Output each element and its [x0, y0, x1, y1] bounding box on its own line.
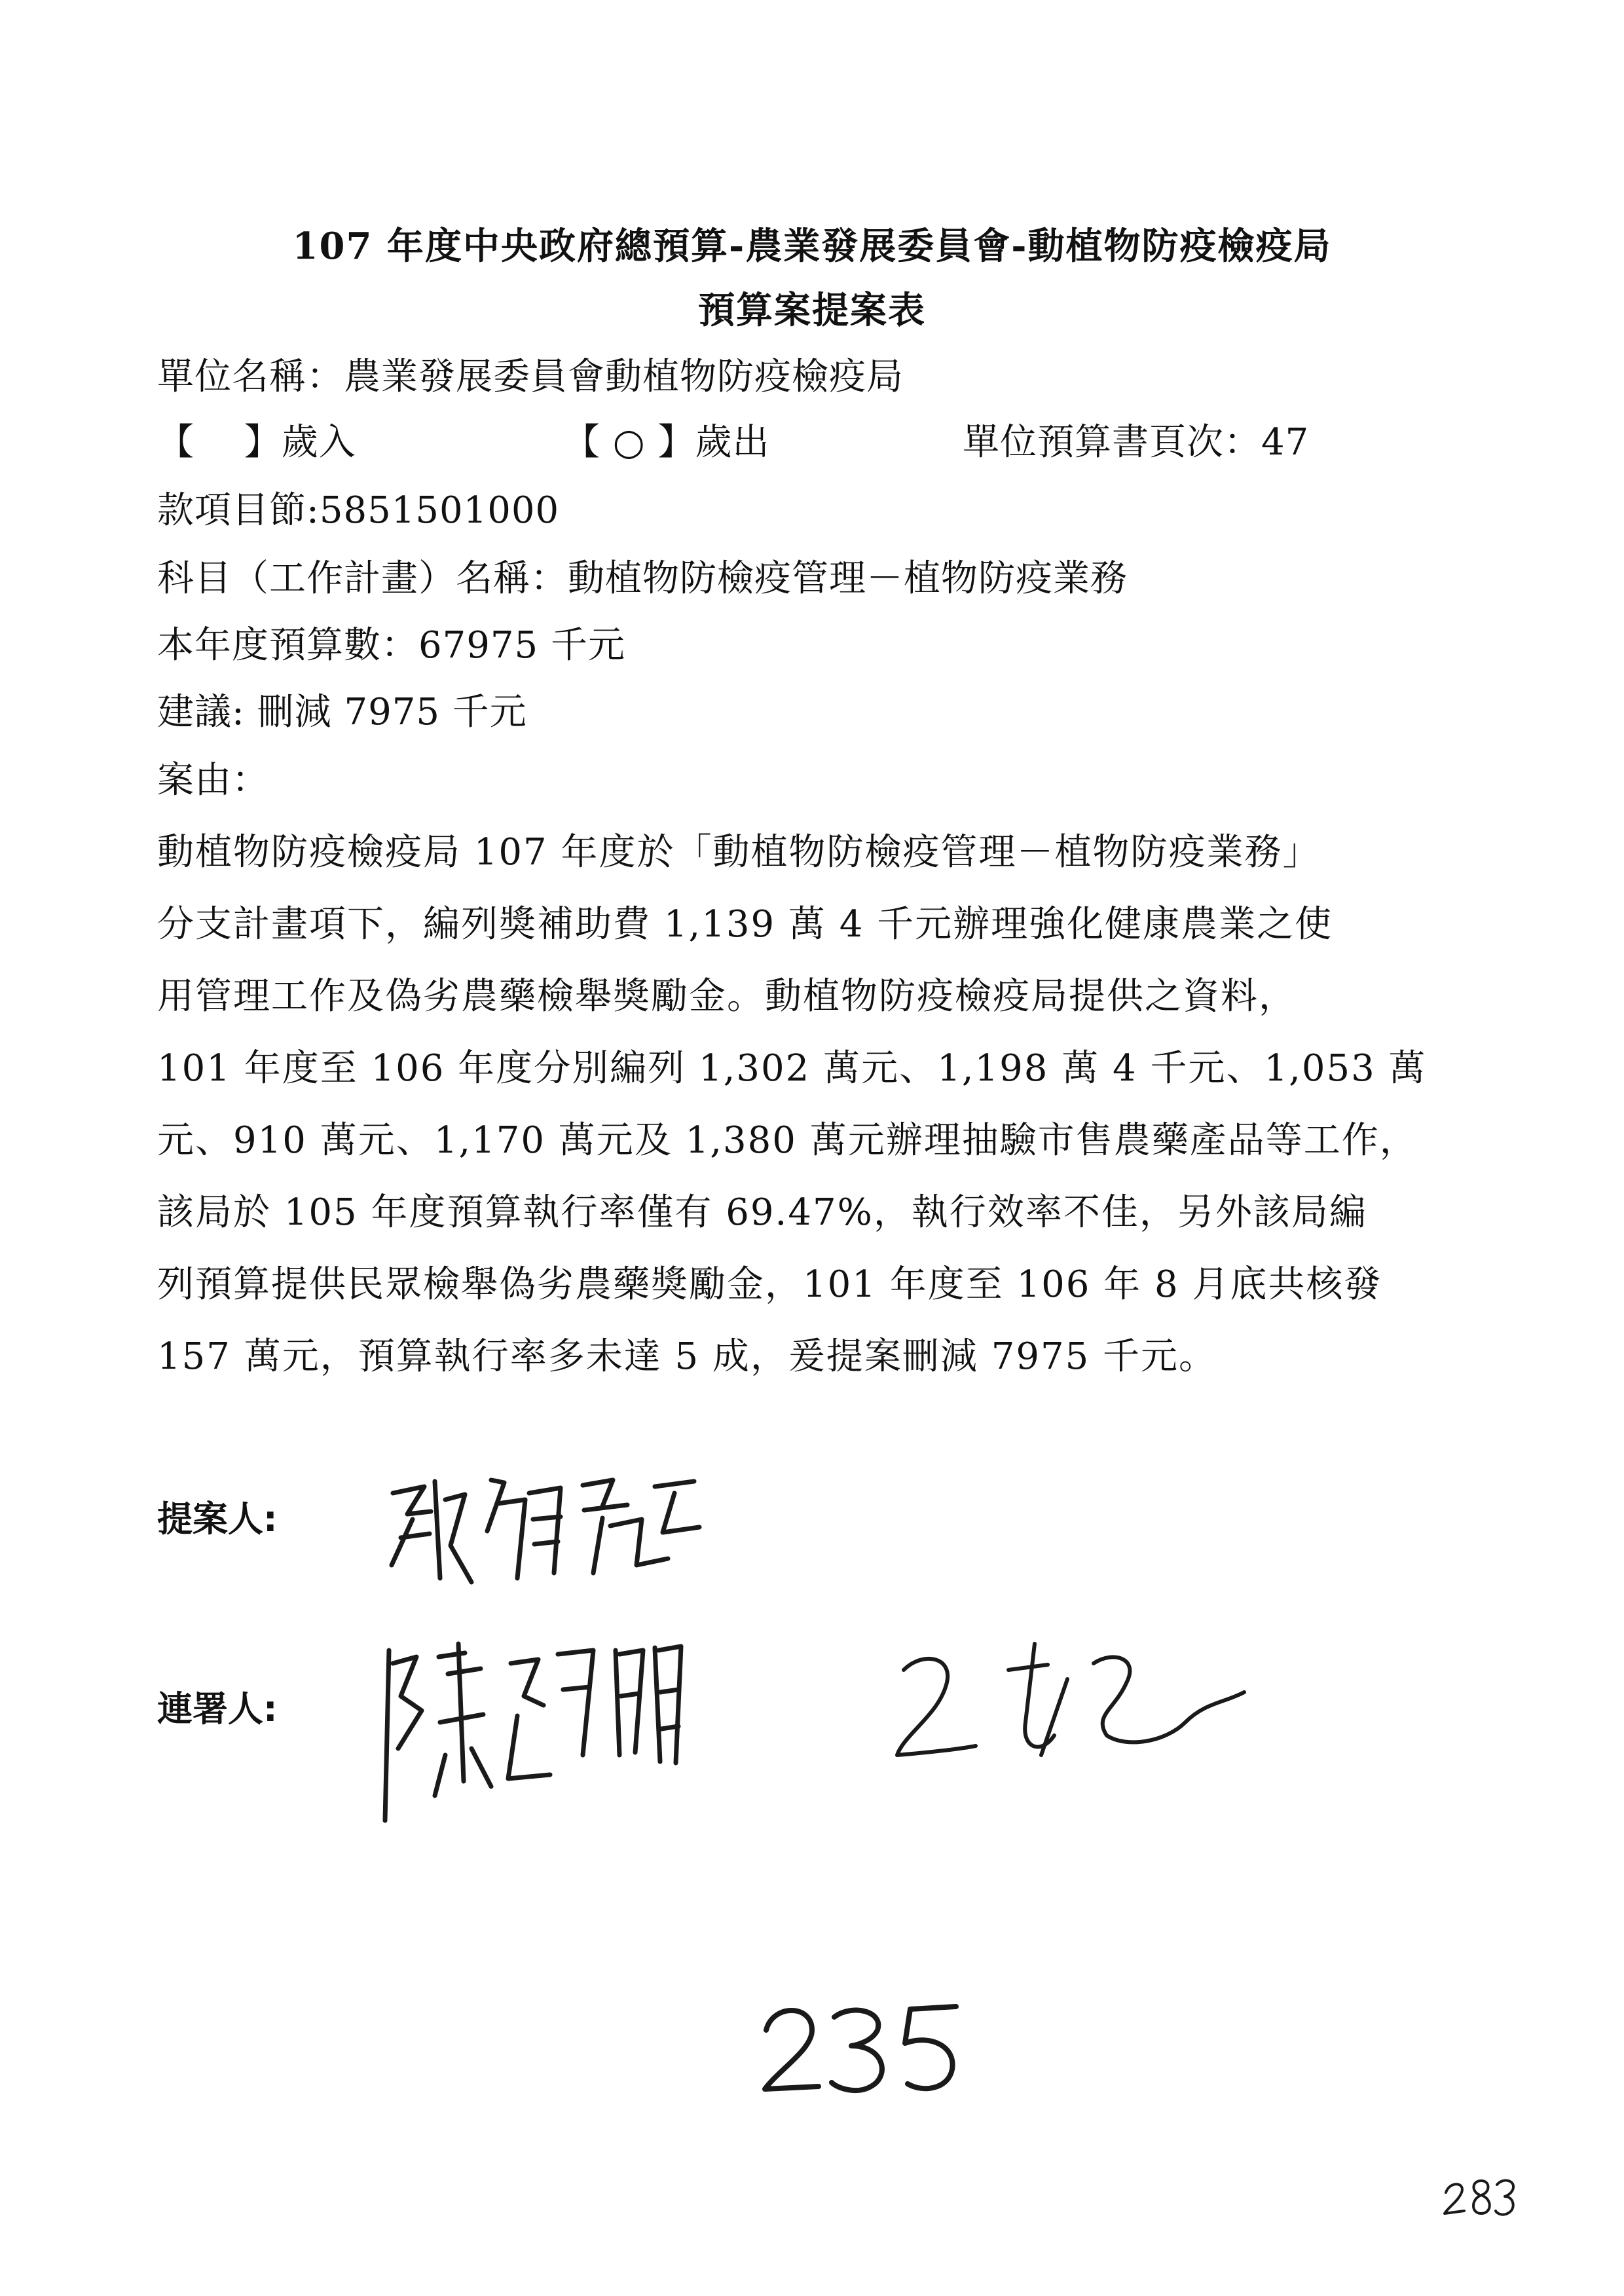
reason-line: 動植物防疫檢疫局 107 年度於「動植物防檢疫管理－植物防疫業務」 [157, 831, 1321, 874]
proposer-label: 提案人: [157, 1498, 278, 1540]
reason-label: 案由： [157, 759, 269, 802]
budget-amount: 本年度預算數：67975 千元 [157, 624, 625, 667]
handwritten-corner-number [1441, 2173, 1519, 2219]
revenue-checkbox: 【 】歲入 [157, 421, 356, 464]
proposer-signature [367, 1454, 733, 1604]
reason-line: 101 年度至 106 年度分別編列 1,302 萬元、1,198 萬 4 千元、1,053 萬 [157, 1047, 1427, 1090]
cosigner-signature-1 [367, 1624, 733, 1834]
form-subtitle: 預算案提案表 [698, 289, 926, 332]
subject-name: 科目（工作計畫）名稱：動植物防檢疫管理－植物防疫業務 [157, 557, 1128, 600]
suggestion: 建議: 刪減 7975 千元 [157, 691, 527, 733]
reason-line: 分支計畫項下，編列獎補助費 1,139 萬 4 千元辦理強化健康農業之使 [157, 903, 1333, 946]
expenditure-checkbox: 【 ○ 】歲出 [563, 421, 770, 464]
form-title: 107 年度中央政府總預算-農業發展委員會-動植物防疫檢疫局 [292, 225, 1332, 268]
cosigner-label: 連署人: [157, 1688, 278, 1730]
reason-line: 列預算提供民眾檢舉偽劣農藥獎勵金，101 年度至 106 年 8 月底共核發 [157, 1263, 1382, 1306]
unit-name: 單位名稱：農業發展委員會動植物防疫檢疫局 [157, 356, 904, 398]
budget-page-number: 單位預算書頁次：47 [963, 421, 1310, 464]
cosigner-signature-2 [877, 1624, 1283, 1794]
reason-line: 元、910 萬元、1,170 萬元及 1,380 萬元辦理抽驗市售農藥產品等工作， [157, 1119, 1418, 1162]
reason-line: 用管理工作及偽劣農藥檢舉獎勵金。動植物防疫檢疫局提供之資料， [157, 975, 1297, 1018]
item-code: 款項目節:5851501000 [157, 489, 560, 532]
reason-line: 157 萬元，預算執行率多未達 5 成，爰提案刪減 7975 千元。 [157, 1335, 1217, 1378]
reason-line: 該局於 105 年度預算執行率僅有 69.47%，執行效率不佳，另外該局編 [157, 1191, 1367, 1234]
handwritten-page-number [753, 1991, 969, 2096]
